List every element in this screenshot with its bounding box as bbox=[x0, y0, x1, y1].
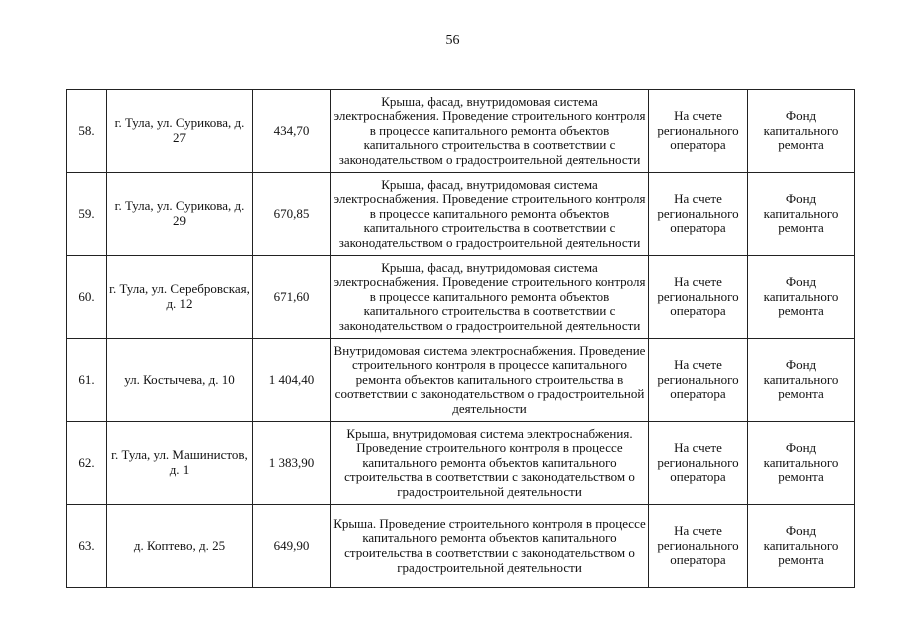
row-area: 670,85 bbox=[253, 173, 331, 256]
row-address: ул. Костычева, д. 10 bbox=[107, 339, 253, 422]
row-address: г. Тула, ул. Сурикова, д. 29 bbox=[107, 173, 253, 256]
row-work-description: Крыша, фасад, внутридомовая система электроснабжения. Проведение строительного контроля в процессе капитального ремонта объектов капитального строительства в соответствии с законодательством о градостроительной деятельности bbox=[331, 173, 649, 256]
row-funding-method: На счете регионального оператора bbox=[649, 422, 748, 505]
table-row bbox=[67, 339, 855, 422]
row-work-description: Крыша, внутридомовая система электроснабжения. Проведение строительного контроля в процессе капитального ремонта объектов капитального строительства в соответствии с законодательством о градостроительной деятельности bbox=[331, 422, 649, 505]
row-number: 58. bbox=[67, 90, 107, 173]
row-responsible: Фонд капитального ремонта bbox=[748, 422, 855, 505]
row-responsible: Фонд капитального ремонта bbox=[748, 256, 855, 339]
row-funding-method: На счете регионального оператора bbox=[649, 505, 748, 588]
row-responsible: Фонд капитального ремонта bbox=[748, 173, 855, 256]
table-row bbox=[67, 422, 855, 505]
row-funding-method: На счете регионального оператора bbox=[649, 256, 748, 339]
table-row bbox=[67, 505, 855, 588]
row-funding-method: На счете регионального оператора bbox=[649, 173, 748, 256]
row-number: 60. bbox=[67, 256, 107, 339]
row-responsible: Фонд капитального ремонта bbox=[748, 339, 855, 422]
row-work-description: Крыша, фасад, внутридомовая система электроснабжения. Проведение строительного контроля в процессе капитального ремонта объектов капитального строительства в соответствии с законодательством о градостроительной деятельности bbox=[331, 90, 649, 173]
row-responsible: Фонд капитального ремонта bbox=[748, 90, 855, 173]
row-work-description: Крыша. Проведение строительного контроля в процессе капитального ремонта объектов капитального строительства в соответствии с законодательством о градостроительной деятельности bbox=[331, 505, 649, 588]
row-address: г. Тула, ул. Машинистов, д. 1 bbox=[107, 422, 253, 505]
row-address: г. Тула, ул. Сурикова, д. 27 bbox=[107, 90, 253, 173]
row-area: 1 383,90 bbox=[253, 422, 331, 505]
row-responsible: Фонд капитального ремонта bbox=[748, 505, 855, 588]
row-number: 62. bbox=[67, 422, 107, 505]
repair-objects-table bbox=[66, 89, 855, 588]
row-address: г. Тула, ул. Серебровская, д. 12 bbox=[107, 256, 253, 339]
row-work-description: Крыша, фасад, внутридомовая система электроснабжения. Проведение строительного контроля в процессе капитального ремонта объектов капитального строительства в соответствии с законодательством о градостроительной деятельности bbox=[331, 256, 649, 339]
row-area: 434,70 bbox=[253, 90, 331, 173]
table-row bbox=[67, 256, 855, 339]
row-number: 59. bbox=[67, 173, 107, 256]
row-number: 61. bbox=[67, 339, 107, 422]
row-area: 649,90 bbox=[253, 505, 331, 588]
row-address: д. Коптево, д. 25 bbox=[107, 505, 253, 588]
row-area: 671,60 bbox=[253, 256, 331, 339]
row-work-description: Внутридомовая система электроснабжения. Проведение строительного контроля в процессе капитального ремонта объектов капитального строительства в соответствии с законодательством о градостроительной деятельности bbox=[331, 339, 649, 422]
page-number: 56 bbox=[445, 33, 460, 48]
table-row bbox=[67, 90, 855, 173]
row-area: 1 404,40 bbox=[253, 339, 331, 422]
row-number: 63. bbox=[67, 505, 107, 588]
table-row bbox=[67, 173, 855, 256]
row-funding-method: На счете регионального оператора bbox=[649, 339, 748, 422]
row-funding-method: На счете регионального оператора bbox=[649, 90, 748, 173]
